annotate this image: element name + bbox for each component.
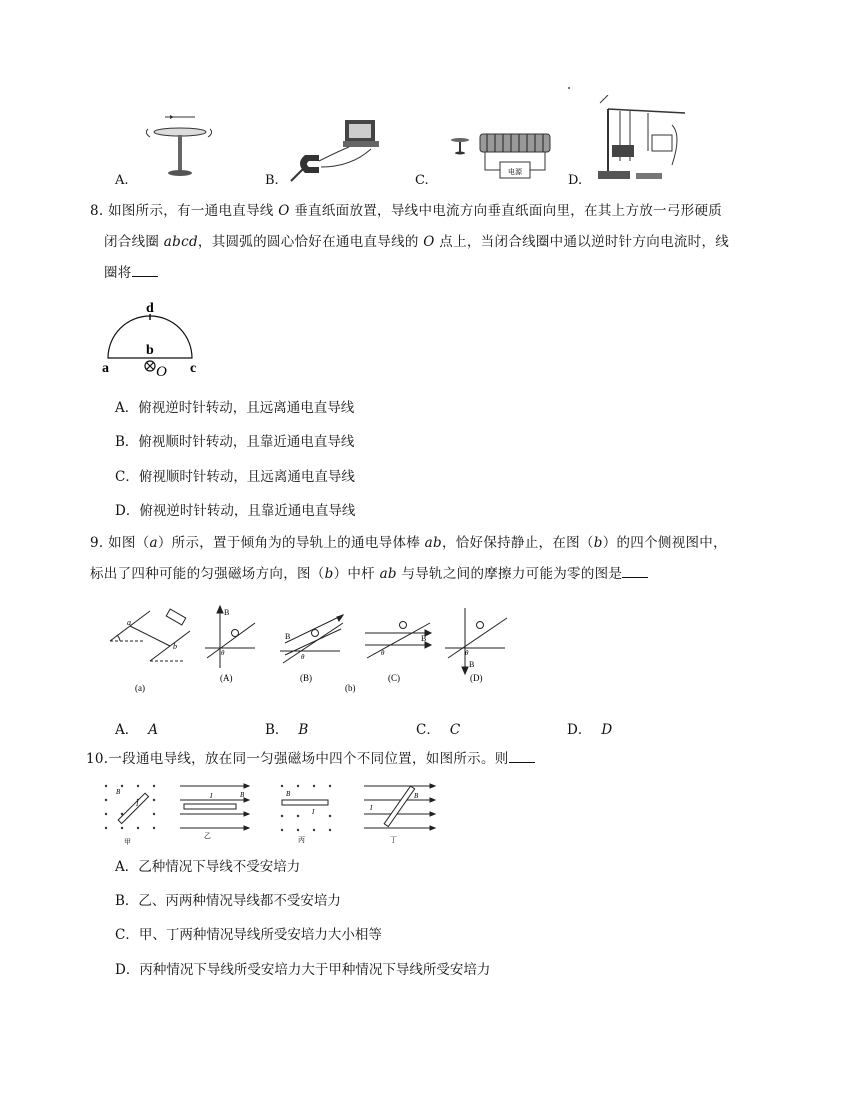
svg-text:θ: θ (465, 649, 469, 657)
q7-figure-d (590, 95, 700, 185)
q9-caption-C: (C) (388, 673, 400, 683)
q8-label-d: d (146, 301, 154, 316)
q10-choice-b[interactable]: B．乙、丙两种情况导线都不受安培力 (115, 893, 341, 909)
q7-figure-c-power-label: 电源 (508, 168, 522, 176)
q9-answer-blank[interactable] (622, 565, 648, 578)
q8-line-3: 圈将 (90, 258, 790, 289)
q10-choice-a[interactable]: A．乙种情况下导线不受安培力 (115, 859, 301, 875)
q9-stem (90, 528, 800, 590)
q8-choice-c[interactable]: C．俯视顺时针转动，且远离通电直导线 (115, 469, 355, 485)
q8-choice-a[interactable]: A．俯视逆时针转动，且远离通电直导线 (115, 400, 355, 416)
q8-line-1: 8. 如图所示，有一通电直导线 O 垂直纸面放置，导线中电流方向垂直纸面向里，在其上方放一弓形硬质 (90, 203, 723, 219)
svg-text:b: b (173, 642, 177, 651)
q8-choice-b[interactable]: B．俯视顺时针转动，且靠近通电直导线 (115, 434, 355, 450)
svg-text:B: B (116, 788, 121, 796)
q8-label-b: b (146, 343, 154, 358)
q10-choice-c[interactable]: C．甲、丁两种情况导线所受安培力大小相等 (115, 927, 382, 943)
q10-caption-bing: 丙 (298, 836, 305, 844)
q10-figure (100, 780, 440, 848)
svg-text:B: B (224, 608, 230, 617)
svg-text:I: I (312, 808, 315, 816)
svg-text:B: B (414, 792, 419, 800)
q9-choice-c[interactable]: C． C (416, 722, 461, 738)
q8-figure (100, 300, 210, 380)
q8-var-o: O (278, 203, 290, 219)
svg-text:θ: θ (221, 649, 225, 657)
q9-var-ab: ab (424, 535, 442, 551)
q7-option-a[interactable]: A. (115, 173, 129, 188)
q8-var-abcd: abcd (163, 234, 198, 250)
q7-option-d[interactable]: D. (568, 173, 583, 188)
q7-figure-row (110, 95, 710, 191)
q7-figure-a (140, 105, 220, 180)
svg-text:θ: θ (381, 649, 385, 657)
q7-option-c[interactable]: C. (415, 173, 429, 188)
q9-caption-b: (b) (345, 683, 356, 693)
svg-text:I: I (136, 800, 139, 808)
q8-line-2: 闭合线圈 abcd，其圆弧的圆心恰好在通电直导线的 O 点上，当闭合线圈中通以逆时针方向电流时，线 (104, 234, 730, 250)
q8-label-o: O (156, 364, 167, 380)
q9-choice-d[interactable]: D． D (567, 722, 613, 738)
svg-text:a: a (127, 618, 131, 627)
q10-number: 10. (86, 751, 109, 767)
q9-caption-a: (a) (135, 683, 145, 693)
q9-number: 9. (90, 535, 104, 551)
q8-choice-d[interactable]: D．俯视逆时针转动，且靠近通电直导线 (115, 503, 356, 519)
q10-answer-blank[interactable] (509, 750, 535, 763)
svg-text:θ: θ (301, 653, 305, 661)
q10-caption-yi: 乙 (204, 832, 211, 840)
q9-figure (105, 603, 520, 695)
q10-choice-d[interactable]: D．丙种情况下导线所受安培力大于甲种情况下导线所受安培力 (115, 962, 491, 978)
q8-label-c: c (190, 361, 197, 376)
svg-text:I: I (210, 792, 213, 800)
svg-text:B: B (469, 660, 475, 669)
q7-option-b[interactable]: B. (265, 173, 279, 188)
q9-choice-a[interactable]: A． A (115, 722, 158, 738)
q8-label-a: a (102, 361, 109, 376)
q9-caption-A: (A) (220, 673, 233, 683)
q10-caption-ding: 丁 (390, 836, 397, 844)
q10-stem: 10.一段通电导线，放在同一匀强磁场中四个不同位置，如图所示。则 (86, 744, 786, 775)
q7-figure-b (285, 115, 395, 185)
q10-caption-jia: 甲 (124, 838, 131, 846)
svg-text:B: B (421, 634, 427, 643)
q9-line-2: 标出了四种可能的匀强磁场方向，图（b）中杆 ab 与导轨之间的摩擦力可能为零的图是 (90, 559, 800, 590)
q10-figure-jia (105, 785, 155, 829)
q9-line-1: 9. 如图（a）所示，置于倾角为的导轨上的通电导体棒 ab，恰好保持静止，在图（b）的四个侧视图中， (90, 535, 727, 551)
q8-stem (90, 196, 790, 289)
svg-text:B: B (240, 791, 245, 799)
q9-figure-A (205, 606, 255, 668)
q9-figure-D (445, 608, 507, 674)
svg-text:I: I (370, 804, 373, 812)
q7-figure-c (445, 130, 555, 185)
svg-text:B: B (286, 790, 291, 798)
q9-caption-D: (D) (470, 673, 483, 683)
svg-text:B: B (285, 632, 291, 641)
q8-number: 8. (90, 203, 104, 219)
q9-figure-a (110, 609, 190, 661)
q9-caption-B: (B) (300, 673, 312, 683)
stray-dot (568, 87, 570, 89)
q9-choice-b[interactable]: B． B (265, 722, 309, 738)
q8-answer-blank[interactable] (132, 264, 158, 277)
